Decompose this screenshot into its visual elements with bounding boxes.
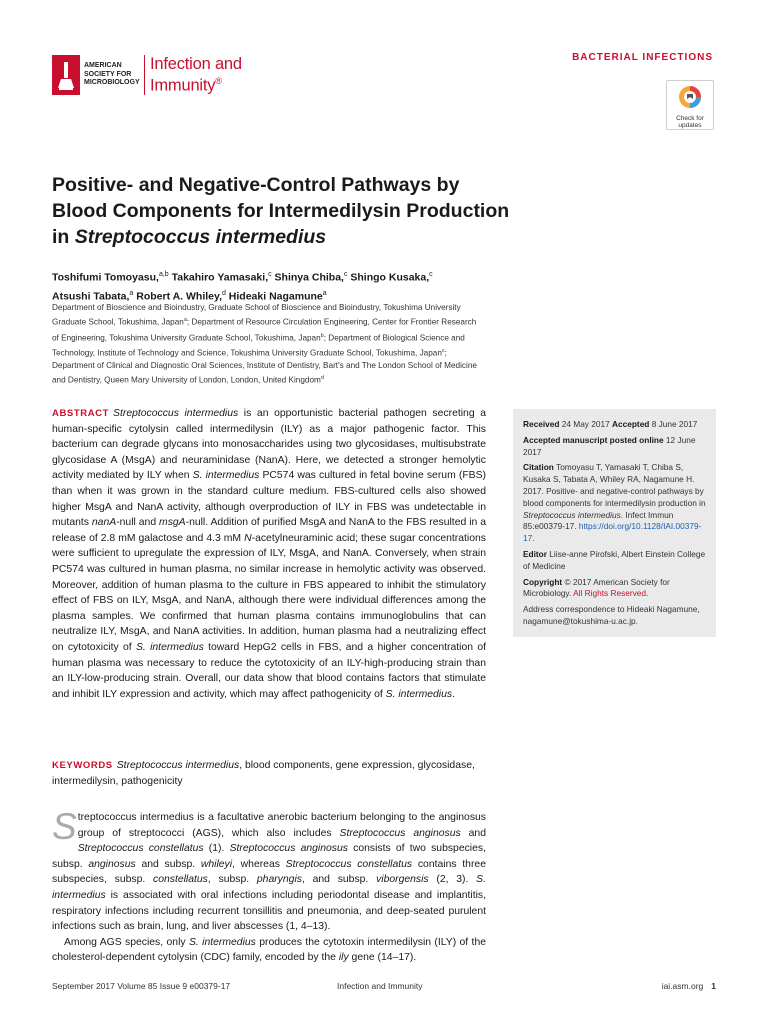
author-affiliation: d (221, 289, 226, 297)
author-name[interactable]: Shingo Kusaka, (347, 271, 430, 284)
citation-text: Tomoyasu T, Yamasaki T, Chiba S, Kusaka S, Tabata A, Whiley RA, Nagamune H. 2017. Positive- and negative-control pathways by blood components for intermedilysin production in (523, 462, 706, 508)
check-updates-label: Check for updates (676, 115, 704, 129)
posted-label: Accepted manuscript posted online (523, 434, 664, 445)
author-affiliation: a,b (158, 271, 169, 278)
keywords-heading: KEYWORDS (52, 760, 113, 771)
title-species: Streptococcus intermedius (74, 226, 327, 248)
author-name[interactable]: Toshifumi Tomoyasu, (52, 271, 159, 284)
issue-info: September 2017 Volume 85 Issue 9 e00379-17 (52, 981, 231, 991)
author-name[interactable]: Hideaki Nagamune (225, 290, 323, 302)
citation-end: . (532, 533, 535, 544)
author-affiliation: a (129, 289, 134, 297)
check-updates-icon (678, 85, 702, 109)
rights-link[interactable]: All Rights Reserved (573, 588, 646, 599)
keywords (52, 758, 486, 789)
author-name[interactable]: Takahiro Yamasaki, (168, 271, 269, 284)
author-affiliation: c (429, 271, 433, 278)
author-name[interactable]: Robert A. Whiley, (133, 290, 222, 302)
keyword-species: Streptococcus intermedius (116, 760, 240, 771)
journal-site-link[interactable]: iai.asm.org (661, 981, 704, 991)
editor-name: Liise-anne Pirofski, Albert Einstein College of Medicine (523, 548, 706, 571)
affiliation-text: Department of Bioscience and Bioindustry, Graduate School of Bioscience and Bioindustry, Tokushima University Graduate School, Tokushima, Japan (52, 303, 461, 328)
registered-mark: ® (215, 75, 222, 86)
abstract-text: Streptococcus intermedius is an opportunistic bacterial pathogen secreting a human-specific cytolysin called intermedilysin (ILY) as a major pathogenic factor. This bacterium can degrade glycans into monosaccharides using two glycosidases, multisubstrate glycosidase A (MsgA) and neuraminidase (NanA). Here, we detected a stronger hemolytic activity mediated by ILY when S. intermedius PC574 was cultured in fetal bovine serum (FBS) than when it was grown in the standard culture medium. FBS-cultured cells also showed higher MsgA and NanA activity, although overproduction of ILY in FBS was undetectable in mutants nanA-null and msgA-null. Addition of purified MsgA and NanA to the FBS resulted in a release of 2.8 mM galactose and 4.3 mM N-acetylneuraminic acid; these sugar concentrations were sufficient to upregulate the expression of ILY, MsgA, and NanA. Conversely, when strain PC574 was cultured in human plasma, no similar increase in hemolytic activity was observed. Moreover, addition of human plasma to the culture in FBS appeared to inhibit the stimulatory effect of FBS on ILY, MsgA, and NanA, although there were individual differences among the plasma samples. We confirmed that human plasma contains immunoglobulins that can neutralize ILY, MsgA, and NanA activities. In addition, human plasma had a neutralizing effect on cytotoxicity of S. intermedius toward HepG2 cells in FBS, and a higher concentration of human plasma was necessary to reduce the cytotoxicity of an ILY-high-producing strain than an ILY-low-producing strain. Overall, our data show that blood contains factors that stimulate and inhibit ILY expression and activity, which may affect pathogenicity of S. intermedius. (52, 408, 487, 700)
copyright-label: Copyright (523, 576, 563, 587)
citation-source: . Infect Immun 85:e00379-17. (523, 509, 674, 532)
copyright-text: © 2017 American Society for Microbiology. (523, 576, 670, 599)
society-name: AMERICAN SOCIETY FOR MICROBIOLOGY (84, 62, 140, 87)
citation-species: Streptococcus intermedius (523, 509, 621, 520)
body-paragraph: Streptococcus intermedius is a facultative anerobic bacterium belonging to the anginosus group of streptococci (AGS), which also includes Streptococcus anginosus and Streptococcus constellatus (1). Streptococcus anginosus consists of two subspecies, subsp. anginosus and subsp. whileyi, whereas Streptococcus constellatus contains three subspecies, subsp. constellatus, subsp. pharyngis, and subsp. viborgensis (2, 3). S. intermedius is associated with oral infections including periodontal disease and implantitis, respiratory infections including recurrent tonsillitis and pneumonia, and deep-seated purulent infections such as brain, lung, and liver abscesses (1, 4–13). (52, 806, 486, 933)
keywords-list: , blood components, gene expression, glycosidase, intermedilysin, pathogenicity (52, 760, 475, 787)
journal-name-line1: Infection and (150, 54, 242, 73)
affiliation-sup: c (441, 347, 445, 354)
rights-end: . (645, 588, 649, 599)
article-info-box (513, 409, 716, 637)
affiliation-text: ; Department of Resource Circulation Engineering, Center for Frontier Research of Engineering, Tokushima University Graduate School, Tokushima, Japan (52, 318, 477, 343)
drop-cap: S (52, 806, 77, 847)
journal-logo[interactable] (52, 52, 252, 98)
check-for-updates-button[interactable] (666, 80, 714, 130)
author-affiliation: c (343, 271, 348, 278)
received-label: Received (523, 419, 560, 429)
journal-name-line2: Immunity (150, 76, 216, 95)
page-number: 1 (711, 981, 716, 991)
abstract-heading: ABSTRACT (52, 408, 110, 419)
abstract (52, 406, 486, 702)
asm-logo-icon (52, 55, 80, 95)
author-list (52, 267, 472, 304)
journal-name (150, 56, 242, 95)
affiliation-sup: a (183, 317, 187, 324)
author-affiliation: c (268, 271, 272, 278)
editor-label: Editor (523, 548, 547, 559)
body-text (52, 806, 486, 966)
received-date: 24 May 2017 (559, 419, 613, 429)
logo-divider (144, 55, 145, 95)
affiliation-text: ; Department of Biological Science and Technology, Institute of Technology and Science, Tokushima University Graduate School, Tokushima, Japan (52, 333, 465, 358)
body-paragraph: Among AGS species, only S. intermedius produces the cytotoxin intermedilysin (ILY) of the cholesterol-dependent cytolysin (CDC) family, encoded by the ily gene (14–17). (52, 936, 486, 964)
affiliation-sup: d (320, 375, 324, 382)
author-name[interactable]: Atsushi Tabata, (52, 290, 130, 302)
accepted-label: Accepted (612, 419, 650, 429)
article-title (52, 172, 512, 250)
affiliations (52, 302, 482, 387)
affiliation-text: ; Department of Clinical and Diagnostic Oral Sciences, Institute of Dentistry, Bart's and The London School of Medicine and Dentistry, Queen Mary University of London, London, United Kingdom (52, 348, 477, 385)
author-name[interactable]: Shinya Chiba, (271, 271, 344, 284)
affiliation-sup: b (320, 332, 324, 339)
doi-link[interactable]: https://doi.org/10.1128/IAI.00379-17 (523, 521, 702, 544)
correspondence: Address correspondence to Hideaki Nagamune, nagamune@tokushima-u.ac.jp. (523, 604, 700, 626)
section-label: BACTERIAL INFECTIONS (572, 52, 713, 63)
posted-date: 12 June 2017 (523, 434, 696, 457)
title-main: Positive- and Negative-Control Pathways by Blood Components for Intermedilysin Production in (52, 174, 510, 248)
footer-journal: Infection and Immunity (337, 981, 423, 991)
author-affiliation: a (322, 289, 327, 297)
accepted-date: 8 June 2017 (649, 419, 698, 429)
citation-label: Citation (523, 462, 554, 473)
